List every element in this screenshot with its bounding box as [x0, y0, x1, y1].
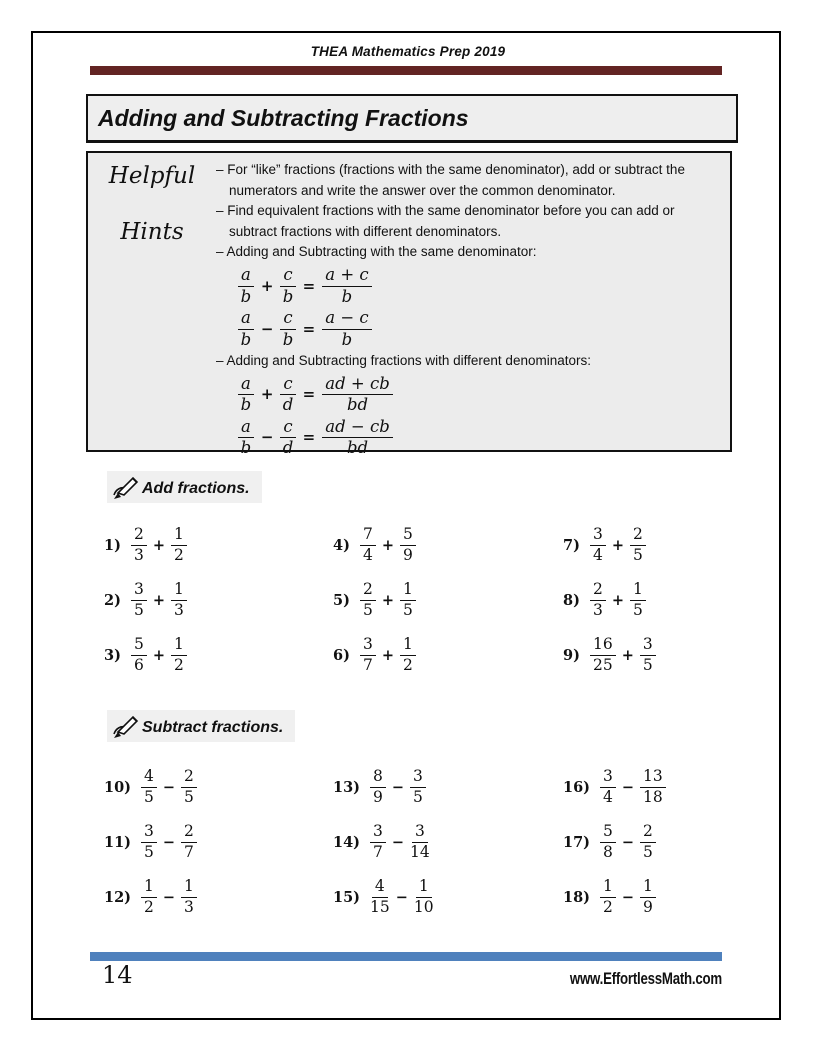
problem-8 [563, 579, 728, 621]
minus-operator: − [391, 778, 405, 796]
plus-operator: + [381, 536, 395, 554]
problem-10 [104, 765, 333, 809]
fraction: $\frac{4}{15}$ [370, 877, 390, 916]
minus-operator: − [162, 833, 176, 851]
problem-number: 2) [104, 591, 121, 609]
problem-13 [333, 765, 563, 809]
fraction: $\frac{3}{7}$ [370, 823, 386, 861]
minus-operator: − [621, 888, 635, 906]
equals-sign: = [302, 276, 316, 295]
fraction: $\frac{3}{5}$ [640, 636, 656, 674]
fraction: $\frac{13}{18}$ [640, 768, 666, 806]
problem-number: 10) [104, 778, 132, 796]
problem-number: 7) [563, 536, 580, 554]
problem-18 [563, 875, 728, 919]
subtract-fractions-section-header [107, 710, 295, 742]
fraction: $\frac{1}{2}$ [171, 526, 187, 564]
plus-operator: + [152, 591, 166, 609]
problem-7 [563, 524, 728, 566]
hint-bullet-3: – Adding and Subtracting with the same denominator: [216, 244, 537, 260]
hint-bullet-2: – Find equivalent fractions with the same denominator before you can add or subtract fractions with different denominators. [216, 203, 675, 239]
website-link: www.EffortlessMath.com [569, 969, 722, 988]
formula-subtract-different-denominator [238, 416, 722, 459]
problem-number: 18) [563, 888, 591, 906]
writing-pen-icon [111, 474, 141, 498]
fraction: $\frac{2}{5}$ [640, 823, 656, 861]
minus-operator: − [162, 888, 176, 906]
problem-number: 4) [333, 536, 350, 554]
problem-number: 17) [563, 833, 591, 851]
fraction: $\frac{1}{3}$ [171, 581, 187, 619]
plus-operator: + [381, 591, 395, 609]
fraction: $\frac{1}{5}$ [630, 581, 646, 619]
fraction: $\frac{1}{2}$ [600, 878, 616, 916]
minus-operator: − [621, 778, 635, 796]
problem-1 [104, 524, 333, 566]
problem-number: 14) [333, 833, 361, 851]
writing-pen-icon [111, 713, 141, 737]
helpful-hints-label [88, 153, 216, 450]
fraction: $\frac{a}{b}$ [238, 375, 254, 415]
problem-11 [104, 820, 333, 864]
problem-5 [333, 579, 563, 621]
fraction: $\frac{3}{5}$ [141, 823, 157, 861]
header-divider-bar [90, 66, 722, 75]
problem-4 [333, 524, 563, 566]
problem-number: 13) [333, 778, 361, 796]
fraction: $\frac{5}{9}$ [400, 526, 416, 564]
fraction: $\frac{1}{5}$ [400, 581, 416, 619]
hints-label-line1: Helpful [108, 163, 196, 189]
problem-number: 15) [333, 888, 361, 906]
fraction: $\frac{3}{5}$ [410, 768, 426, 806]
fraction: $\frac{5}{8}$ [600, 823, 616, 861]
hints-content [216, 153, 730, 458]
fraction: $\frac{5}{6}$ [131, 636, 147, 674]
fraction: $\frac{1}{2}$ [171, 636, 187, 674]
helpful-hints-box [86, 151, 732, 458]
page-title: Adding and Subtracting Fractions [98, 104, 469, 131]
problem-16 [563, 765, 728, 809]
fraction: $\frac{c}{d}$ [280, 418, 295, 458]
result-fraction: $\frac{a + c}{b}$ [322, 266, 371, 306]
fraction: $\frac{3}{14}$ [410, 822, 430, 861]
minus-operator: − [162, 778, 176, 796]
fraction: $\frac{3}{5}$ [131, 581, 147, 619]
fraction: $\frac{3}{7}$ [360, 636, 376, 674]
problem-17 [563, 820, 728, 864]
footer-divider-bar [90, 952, 722, 961]
fraction: $\frac{1}{9}$ [640, 878, 656, 916]
page-number: 14 [102, 961, 133, 989]
fraction: $\frac{2}{5}$ [360, 581, 376, 619]
minus-operator: − [391, 833, 405, 851]
problem-number: 11) [104, 833, 132, 851]
problem-number: 16) [563, 778, 591, 796]
problem-6 [333, 634, 563, 676]
subtract-fractions-label: Subtract fractions. [142, 719, 284, 736]
fraction: $\frac{c}{b}$ [280, 309, 295, 349]
fraction: $\frac{3}{4}$ [600, 768, 616, 806]
fraction: $\frac{a}{b}$ [238, 309, 254, 349]
fraction: $\frac{2}{3}$ [131, 526, 147, 564]
plus-operator: + [152, 646, 166, 664]
fraction: $\frac{8}{9}$ [370, 768, 386, 806]
fraction: $\frac{2}{5}$ [630, 526, 646, 564]
problem-number: 1) [104, 536, 121, 554]
plus-operator: + [611, 536, 625, 554]
plus-operator: + [260, 385, 274, 404]
problem-12 [104, 875, 333, 919]
plus-operator: + [260, 276, 274, 295]
formula-add-different-denominator [238, 373, 722, 416]
hint-bullet-1: – For “like” fractions (fractions with the same denominator), add or subtract the numerators and write the answer over the common denominator. [216, 162, 685, 198]
document-header-title: THEA Mathematics Prep 2019 [310, 44, 506, 59]
minus-operator: − [395, 888, 408, 906]
problem-number: 3) [104, 646, 121, 664]
equals-sign: = [302, 428, 316, 447]
formula-add-same-denominator [238, 265, 722, 308]
plus-operator: + [621, 646, 634, 664]
fraction: $\frac{4}{5}$ [141, 768, 157, 806]
same-denominator-formulas [238, 265, 722, 351]
fraction: $\frac{a}{b}$ [238, 418, 254, 458]
fraction: $\frac{2}{5}$ [181, 768, 197, 806]
equals-sign: = [302, 385, 316, 404]
fraction: $\frac{1}{3}$ [181, 878, 197, 916]
problem-14 [333, 820, 563, 864]
fraction: $\frac{16}{25}$ [590, 636, 616, 674]
fraction: $\frac{c}{d}$ [280, 375, 295, 415]
fraction: $\frac{2}{7}$ [181, 823, 197, 861]
subtract-fractions-problems [104, 765, 728, 919]
plus-operator: + [152, 536, 166, 554]
fraction: $\frac{1}{10}$ [413, 877, 434, 916]
section-title-box [86, 94, 738, 143]
problem-2 [104, 579, 333, 621]
result-fraction: $\frac{ad - cb}{bd}$ [322, 418, 393, 458]
problem-number: 8) [563, 591, 580, 609]
problem-number: 5) [333, 591, 350, 609]
add-fractions-section-header [107, 471, 262, 503]
problem-number: 6) [333, 646, 350, 664]
problem-number: 9) [563, 646, 580, 664]
minus-operator: − [621, 833, 635, 851]
add-fractions-problems [104, 524, 728, 676]
problem-9 [563, 634, 728, 676]
result-fraction: $\frac{a - c}{b}$ [322, 309, 371, 349]
add-fractions-label: Add fractions. [142, 480, 250, 497]
fraction: $\frac{c}{b}$ [280, 266, 295, 306]
plus-operator: + [381, 646, 395, 664]
problem-3 [104, 634, 333, 676]
result-fraction: $\frac{ad + cb}{bd}$ [322, 375, 393, 415]
fraction: $\frac{1}{2}$ [400, 636, 416, 674]
problem-15 [333, 875, 563, 919]
hints-label-line2: Hints [120, 219, 184, 245]
fraction: $\frac{1}{2}$ [141, 878, 157, 916]
fraction: $\frac{3}{4}$ [590, 526, 606, 564]
hint-bullet-4: – Adding and Subtracting fractions with different denominators: [216, 352, 591, 368]
equals-sign: = [302, 319, 316, 338]
fraction: $\frac{a}{b}$ [238, 266, 254, 306]
minus-operator: − [260, 428, 274, 447]
plus-operator: + [611, 591, 625, 609]
fraction: $\frac{2}{3}$ [590, 581, 606, 619]
fraction: $\frac{7}{4}$ [360, 526, 376, 564]
formula-subtract-same-denominator [238, 308, 722, 351]
problem-number: 12) [104, 888, 132, 906]
different-denominator-formulas [238, 373, 722, 459]
minus-operator: − [260, 319, 274, 338]
